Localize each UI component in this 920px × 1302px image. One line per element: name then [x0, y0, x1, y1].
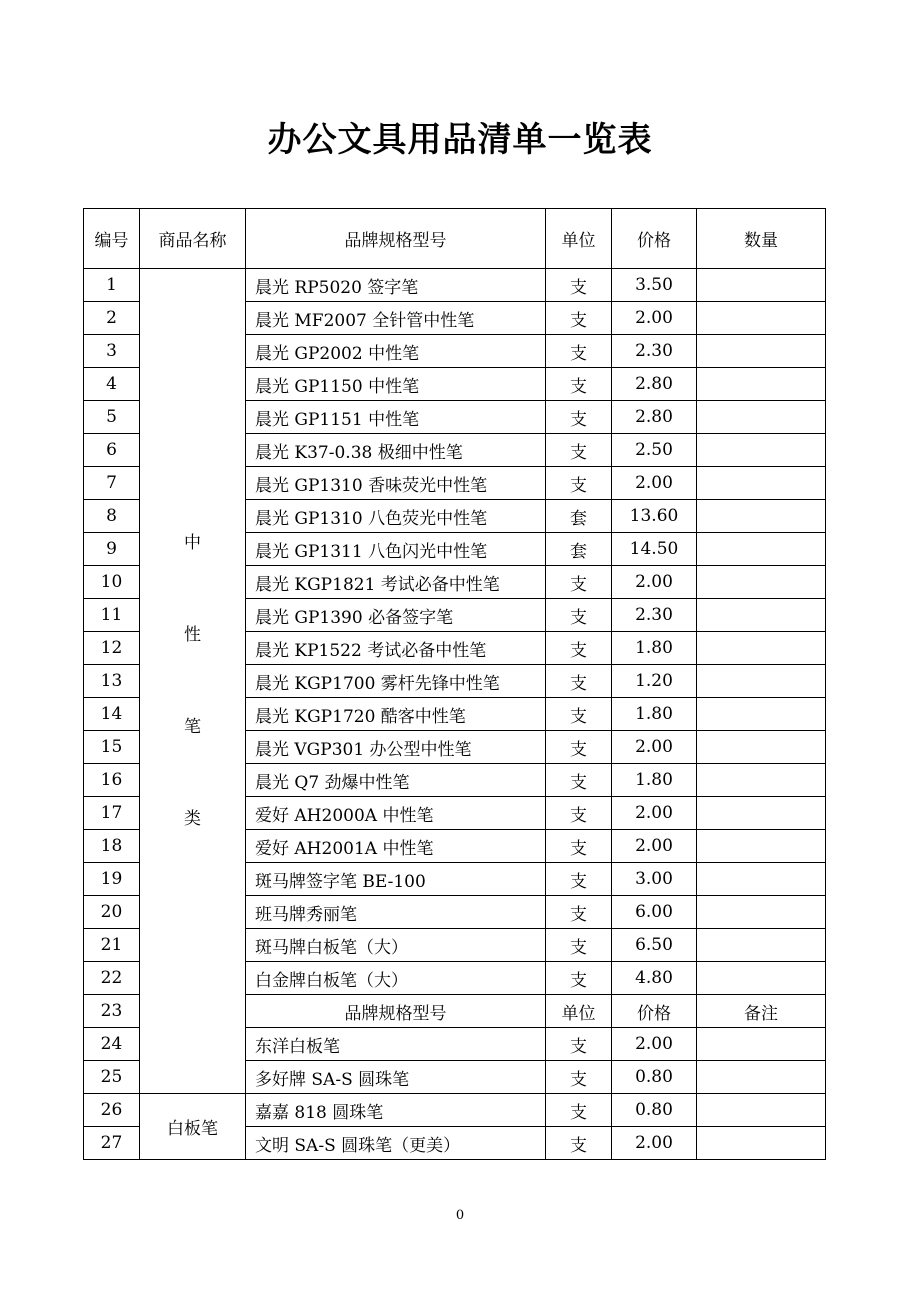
item-unit: 支 [546, 797, 612, 830]
row-number: 18 [84, 830, 140, 863]
row-number: 21 [84, 929, 140, 962]
item-name: 班马牌秀丽笔 [246, 896, 546, 929]
item-unit: 支 [546, 896, 612, 929]
item-quantity [697, 962, 826, 995]
item-quantity [697, 797, 826, 830]
item-name: 晨光 VGP301 办公型中性笔 [246, 731, 546, 764]
item-name: 晨光 GP1390 必备签字笔 [246, 599, 546, 632]
item-name: 嘉嘉 818 圆珠笔 [246, 1094, 546, 1127]
item-unit: 支 [546, 401, 612, 434]
subheader-remark: 备注 [697, 995, 826, 1028]
item-price: 1.80 [612, 764, 697, 797]
header-no: 编号 [84, 209, 140, 269]
item-unit: 支 [546, 665, 612, 698]
row-number: 6 [84, 434, 140, 467]
item-name: 晨光 GP1151 中性笔 [246, 401, 546, 434]
row-number: 4 [84, 368, 140, 401]
table-row [84, 1094, 826, 1127]
item-price: 2.00 [612, 566, 697, 599]
item-quantity [697, 269, 826, 302]
item-price: 0.80 [612, 1061, 697, 1094]
item-quantity [697, 566, 826, 599]
item-price: 0.80 [612, 1094, 697, 1127]
row-number: 12 [84, 632, 140, 665]
table-header-row [84, 209, 826, 269]
item-price: 2.30 [612, 599, 697, 632]
row-number: 10 [84, 566, 140, 599]
item-name: 晨光 GP1310 香味荧光中性笔 [246, 467, 546, 500]
item-name: 晨光 KGP1821 考试必备中性笔 [246, 566, 546, 599]
item-name: 斑马牌白板笔（大） [246, 929, 546, 962]
item-name: 晨光 KP1522 考试必备中性笔 [246, 632, 546, 665]
item-quantity [697, 1061, 826, 1094]
item-name: 文明 SA-S 圆珠笔（更美） [246, 1127, 546, 1160]
item-quantity [697, 467, 826, 500]
item-price: 3.50 [612, 269, 697, 302]
item-quantity [697, 302, 826, 335]
item-name: 晨光 GP1311 八色闪光中性笔 [246, 533, 546, 566]
item-quantity [697, 335, 826, 368]
item-price: 2.80 [612, 401, 697, 434]
item-unit: 支 [546, 434, 612, 467]
item-name: 晨光 GP1310 八色荧光中性笔 [246, 500, 546, 533]
row-number: 27 [84, 1127, 140, 1160]
item-quantity [697, 368, 826, 401]
item-unit: 支 [546, 335, 612, 368]
row-number: 11 [84, 599, 140, 632]
item-price: 13.60 [612, 500, 697, 533]
item-name: 晨光 GP2002 中性笔 [246, 335, 546, 368]
item-unit: 支 [546, 731, 612, 764]
item-price: 2.00 [612, 302, 697, 335]
row-number: 24 [84, 1028, 140, 1061]
item-unit: 支 [546, 269, 612, 302]
item-price: 2.00 [612, 1028, 697, 1061]
item-unit: 支 [546, 1061, 612, 1094]
item-unit: 支 [546, 764, 612, 797]
item-unit: 支 [546, 962, 612, 995]
item-price: 1.80 [612, 698, 697, 731]
item-quantity [697, 1127, 826, 1160]
item-unit: 支 [546, 566, 612, 599]
row-number: 20 [84, 896, 140, 929]
item-quantity [697, 401, 826, 434]
page-title: 办公文具用品清单一览表 [267, 120, 653, 160]
row-number: 25 [84, 1061, 140, 1094]
item-name: 斑马牌签字笔 BE-100 [246, 863, 546, 896]
row-number: 9 [84, 533, 140, 566]
item-name: 东洋白板笔 [246, 1028, 546, 1061]
item-price: 2.00 [612, 731, 697, 764]
item-quantity [697, 863, 826, 896]
row-number: 17 [84, 797, 140, 830]
item-quantity [697, 533, 826, 566]
table-row [84, 269, 826, 302]
item-unit: 支 [546, 599, 612, 632]
item-unit: 支 [546, 863, 612, 896]
item-quantity [697, 929, 826, 962]
row-number: 8 [84, 500, 140, 533]
item-unit: 支 [546, 1127, 612, 1160]
item-quantity [697, 1094, 826, 1127]
item-quantity [697, 830, 826, 863]
row-number: 7 [84, 467, 140, 500]
item-quantity [697, 896, 826, 929]
item-unit: 套 [546, 533, 612, 566]
header-qty: 数量 [697, 209, 826, 269]
row-number: 22 [84, 962, 140, 995]
row-number: 19 [84, 863, 140, 896]
item-price: 6.00 [612, 896, 697, 929]
item-unit: 套 [546, 500, 612, 533]
row-number: 23 [84, 995, 140, 1028]
header-price: 价格 [612, 209, 697, 269]
item-price: 2.00 [612, 797, 697, 830]
item-quantity [697, 665, 826, 698]
row-number: 5 [84, 401, 140, 434]
item-name: 爱好 AH2000A 中性笔 [246, 797, 546, 830]
item-price: 价格 [612, 995, 697, 1028]
item-name: 白金牌白板笔（大） [246, 962, 546, 995]
stationery-table [83, 208, 826, 1160]
row-number: 1 [84, 269, 140, 302]
item-price: 4.80 [612, 962, 697, 995]
item-quantity [697, 632, 826, 665]
header-unit: 单位 [546, 209, 612, 269]
item-unit: 支 [546, 698, 612, 731]
item-name: 晨光 KGP1720 酷客中性笔 [246, 698, 546, 731]
item-unit: 支 [546, 1094, 612, 1127]
item-price: 14.50 [612, 533, 697, 566]
item-name: 晨光 GP1150 中性笔 [246, 368, 546, 401]
item-unit: 支 [546, 368, 612, 401]
item-unit: 支 [546, 830, 612, 863]
item-price: 2.00 [612, 830, 697, 863]
item-quantity [697, 1028, 826, 1061]
item-price: 1.20 [612, 665, 697, 698]
item-unit: 支 [546, 632, 612, 665]
item-name: 爱好 AH2001A 中性笔 [246, 830, 546, 863]
item-price: 3.00 [612, 863, 697, 896]
row-number: 2 [84, 302, 140, 335]
item-price: 2.80 [612, 368, 697, 401]
item-price: 2.50 [612, 434, 697, 467]
item-unit: 支 [546, 302, 612, 335]
header-spec: 品牌规格型号 [246, 209, 546, 269]
item-price: 2.00 [612, 1127, 697, 1160]
category-pens-label: 中 性 笔 类 [184, 533, 201, 829]
header-category: 商品名称 [140, 209, 246, 269]
item-unit: 支 [546, 1028, 612, 1061]
category-whiteboard-label: 白板笔 [167, 1119, 218, 1139]
item-quantity [697, 731, 826, 764]
subheader-spec: 品牌规格型号 [246, 995, 546, 1028]
item-price: 1.80 [612, 632, 697, 665]
page-number: 0 [455, 1208, 465, 1223]
row-number: 13 [84, 665, 140, 698]
item-name: 晨光 K37-0.38 极细中性笔 [246, 434, 546, 467]
item-quantity [697, 500, 826, 533]
item-name: 晨光 KGP1700 雾杆先锋中性笔 [246, 665, 546, 698]
item-quantity [697, 698, 826, 731]
item-unit: 单位 [546, 995, 612, 1028]
item-name: 晨光 MF2007 全针管中性笔 [246, 302, 546, 335]
item-unit: 支 [546, 929, 612, 962]
category-pens-cell [140, 269, 246, 1094]
row-number: 16 [84, 764, 140, 797]
row-number: 3 [84, 335, 140, 368]
item-name: 晨光 RP5020 签字笔 [246, 269, 546, 302]
item-price: 2.00 [612, 467, 697, 500]
item-quantity [697, 764, 826, 797]
item-name: 晨光 Q7 劲爆中性笔 [246, 764, 546, 797]
item-price: 2.30 [612, 335, 697, 368]
item-quantity [697, 599, 826, 632]
item-price: 6.50 [612, 929, 697, 962]
row-number: 14 [84, 698, 140, 731]
row-number: 15 [84, 731, 140, 764]
row-number: 26 [84, 1094, 140, 1127]
item-quantity [697, 434, 826, 467]
item-unit: 支 [546, 467, 612, 500]
item-name: 多好牌 SA-S 圆珠笔 [246, 1061, 546, 1094]
category-whiteboard-cell [140, 1094, 246, 1160]
